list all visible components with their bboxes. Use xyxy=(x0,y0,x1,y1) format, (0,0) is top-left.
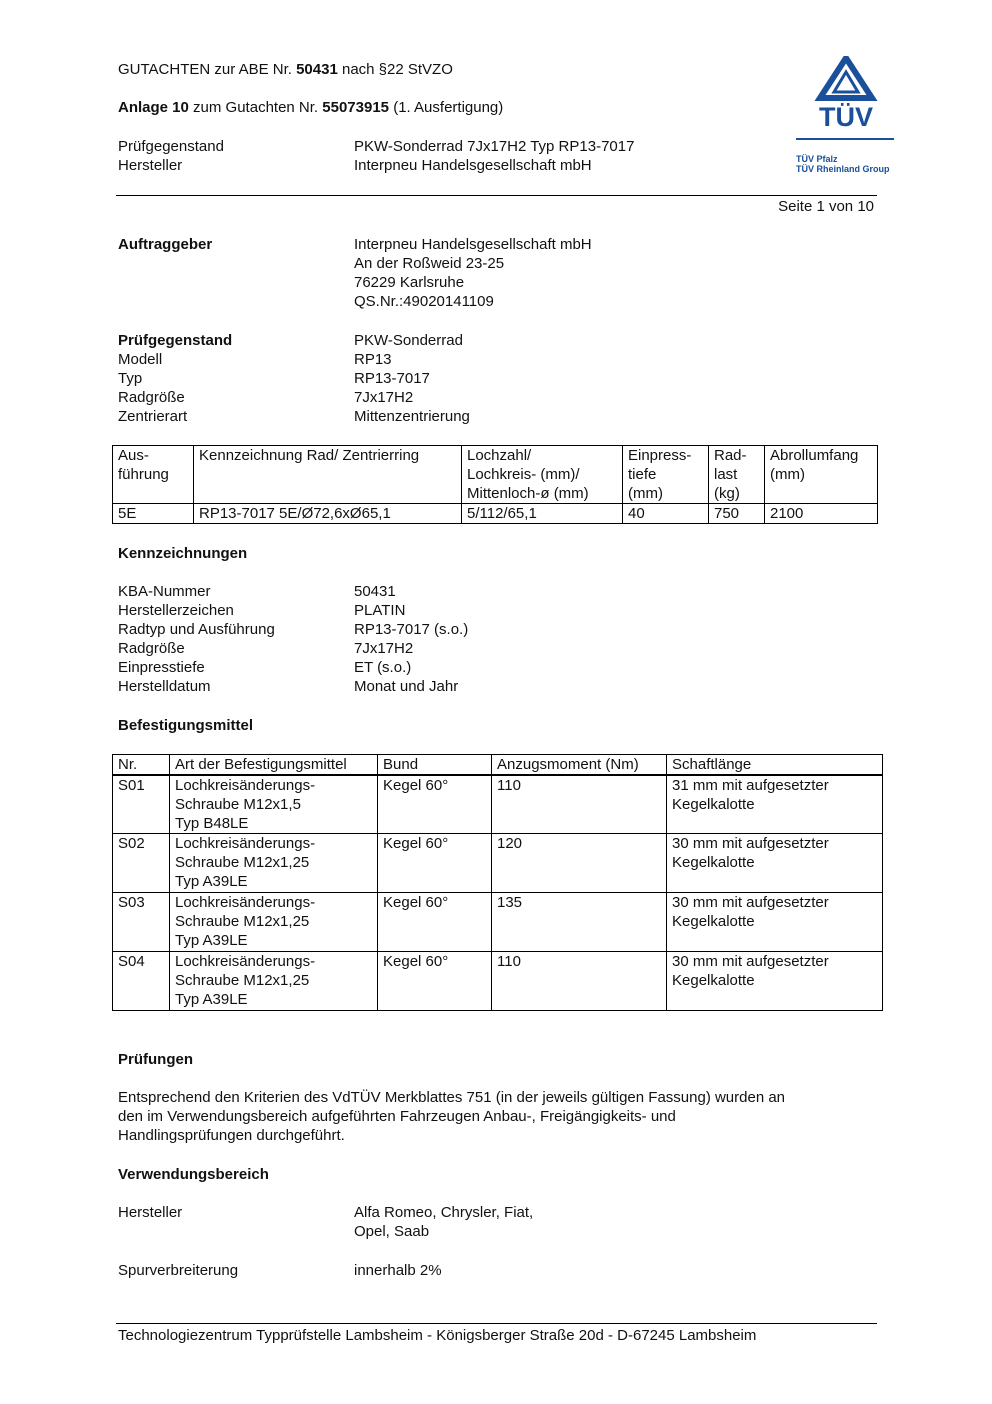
gutachten-number: 55073915 xyxy=(322,99,390,116)
col-lochzahl: Lochzahl/ Lochkreis- (mm)/ Mittenloch-ø (mm) xyxy=(462,446,623,504)
col-einpresstiefe: Einpress- tiefe (mm) xyxy=(623,446,709,504)
logo-rule xyxy=(796,138,894,140)
header-divider xyxy=(116,195,877,196)
auftraggeber-section: Auftraggeber Interpneu Handelsgesellschaft mbH An der Roßweid 23-25 76229 Karlsruhe QS.Nr.:49020141109 xyxy=(118,236,592,310)
col-abrollumfang: Abrollumfang (mm) xyxy=(765,446,878,504)
tuev-triangle-icon xyxy=(794,56,898,102)
tuev-logo xyxy=(794,56,898,180)
table-row: 5E RP13-7017 5E/Ø72,6xØ65,1 5/112/65,1 40 750 2100 xyxy=(113,504,878,524)
table-row: S03 Lochkreisänderungs- Schraube M12x1,25 Typ A39LE Kegel 60° 135 30 mm mit aufgesetzter Kegelkalotte xyxy=(113,893,883,952)
abe-number: 50431 xyxy=(296,61,338,78)
footer-divider xyxy=(116,1323,877,1324)
page-number: Seite 1 von 10 xyxy=(778,198,874,215)
col-kennzeichnung: Kennzeichnung Rad/ Zentrierring xyxy=(194,446,462,504)
wheel-table xyxy=(112,445,878,524)
table-row: S02 Lochkreisänderungs- Schraube M12x1,25 Typ A39LE Kegel 60° 120 30 mm mit aufgesetzter Kegelkalotte xyxy=(113,834,883,893)
col-ausfuehrung: Aus- führung xyxy=(113,446,194,504)
col-radlast: Rad- last (kg) xyxy=(709,446,765,504)
kennzeichnungen-list xyxy=(118,582,878,696)
pruefungen-text: Entsprechend den Kriterien des VdTÜV Merkblattes 751 (in der jeweils gültigen Fassung) wurden an den im Verwendungsbereich aufgeführten Fahrzeugen Anbau-, Freigängigkeits- und Handlingsprüfungen durchgeführt. xyxy=(118,1089,786,1144)
section-title-befestigungsmittel: Befestigungsmittel xyxy=(118,717,254,734)
auftraggeber-label: Auftraggeber xyxy=(118,236,213,253)
section-title-kennzeichnungen: Kennzeichnungen xyxy=(118,545,248,562)
pruefgegenstand-section: Prüfgegenstand PKW-Sonderrad Modell RP13 Typ RP13-7017 Radgröße 7Jx17H2 Zentrierart Mittenzentrierung xyxy=(118,332,470,425)
section-title-verwendungsbereich: Verwendungsbereich xyxy=(118,1166,269,1183)
header-line-2: Anlage 10 zum Gutachten Nr. 55073915 (1. Ausfertigung) xyxy=(118,99,504,116)
header-subject: Prüfgegenstand PKW-Sonderrad 7Jx17H2 Typ RP13-7017 Hersteller Interpneu Handelsgesellschaft mbH xyxy=(118,138,635,174)
table-row: S01 Lochkreisänderungs- Schraube M12x1,5 Typ B48LE Kegel 60° 110 31 mm mit aufgesetzter Kegelkalotte xyxy=(113,775,883,834)
tuev-wordmark: TÜV xyxy=(819,102,873,132)
list-item: Einpresstiefe ET (s.o.) xyxy=(118,659,412,676)
table-row: S04 Lochkreisänderungs- Schraube M12x1,25 Typ A39LE Kegel 60° 110 30 mm mit aufgesetzter Kegelkalotte xyxy=(113,952,883,1011)
list-item: Herstellerzeichen PLATIN xyxy=(118,602,406,619)
logo-sub-1: TÜV Pfalz xyxy=(796,154,838,164)
list-item: Herstelldatum Monat und Jahr xyxy=(118,678,459,695)
verwendung-spur: Spurverbreiterung innerhalb 2% xyxy=(118,1262,442,1279)
list-item: KBA-Nummer 50431 xyxy=(118,583,396,600)
fastener-table xyxy=(112,754,883,1011)
footer-address: Technologiezentrum Typprüfstelle Lambsheim - Königsberger Straße 20d - D-67245 Lambsheim xyxy=(118,1327,757,1344)
wheel-table-header xyxy=(113,446,878,504)
header-line-1: GUTACHTEN zur ABE Nr. 50431 nach §22 StVZO xyxy=(118,61,453,78)
list-item: Radgröße 7Jx17H2 xyxy=(118,640,414,657)
verwendung-hersteller: Hersteller Alfa Romeo, Chrysler, Fiat, Opel, Saab xyxy=(118,1204,534,1240)
logo-sub-2: TÜV Rheinland Group xyxy=(796,164,890,174)
list-item: Radtyp und Ausführung RP13-7017 (s.o.) xyxy=(118,621,469,638)
fastener-table-header: Nr. Art der Befestigungsmittel Bund Anzugsmoment (Nm) Schaftlänge xyxy=(113,755,883,776)
section-title-pruefungen: Prüfungen xyxy=(118,1051,193,1068)
